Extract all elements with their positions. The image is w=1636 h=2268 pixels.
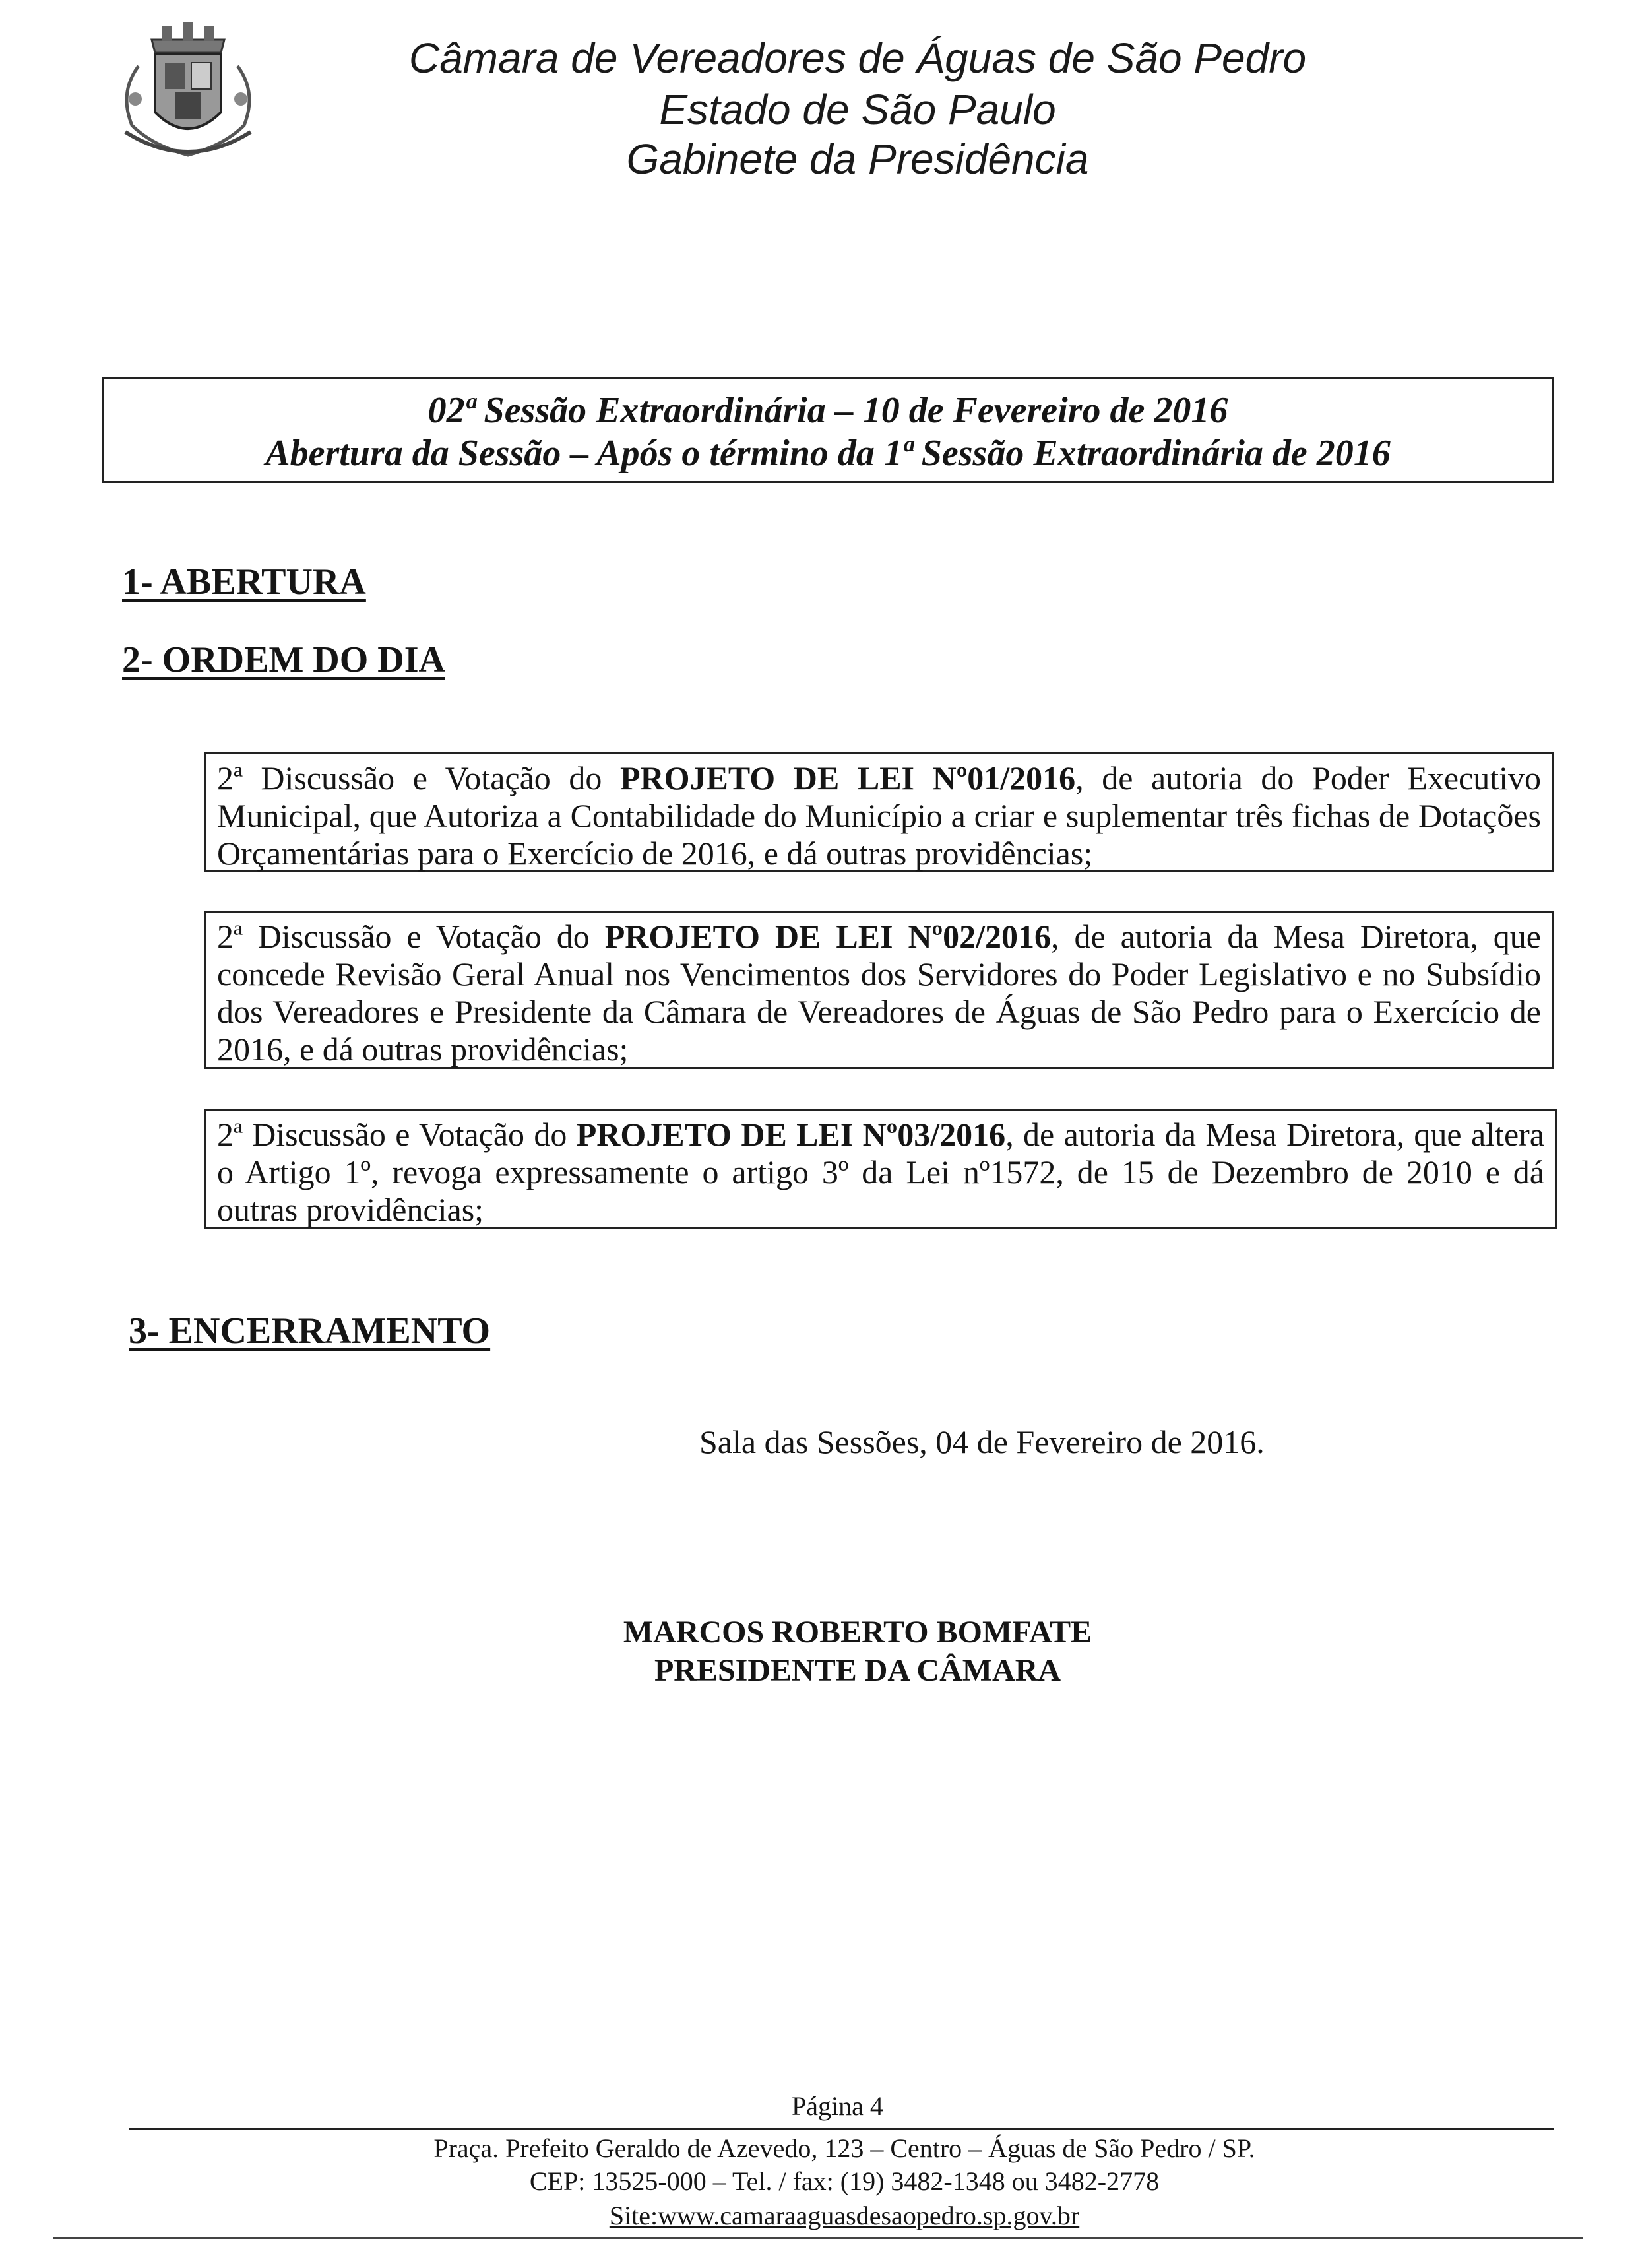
- institution-name: Câmara de Vereadores de Águas de São Pedro: [408, 34, 1307, 82]
- footer-contact: CEP: 13525-000 – Tel. / fax: (19) 3482-1348 ou 3482-2778: [529, 2166, 1160, 2196]
- agenda-item-prefix: 2ª Discussão e Votação do: [217, 1116, 577, 1153]
- agenda-item: [204, 911, 1554, 1069]
- signer-role: PRESIDENTE DA CÂMARA: [654, 1653, 1061, 1688]
- office-name: Gabinete da Presidência: [626, 135, 1089, 183]
- agenda-item: [204, 1109, 1557, 1229]
- agenda-item-text: , de autoria da Mesa Diretora, que altera o Artigo 1º, revoga expressamente o artigo 3º da Lei nº1572, de 15 de Dezembro de 2010 e dá outras providências;: [217, 1116, 1544, 1228]
- footer-divider: [129, 2128, 1554, 2130]
- section-ordem-do-dia: 2- ORDEM DO DIA: [122, 639, 445, 680]
- agenda-item-bill: PROJETO DE LEI Nº02/2016: [604, 918, 1051, 955]
- footer-site-link[interactable]: Site:www.camaraaguasdesaopedro.sp.gov.br: [609, 2201, 1080, 2230]
- agenda-item-prefix: 2ª Discussão e Votação do: [217, 760, 620, 796]
- agenda-item-bill: PROJETO DE LEI Nº01/2016: [619, 760, 1076, 796]
- section-encerramento: 3- ENCERRAMENTO: [129, 1311, 491, 1351]
- place-date: Sala das Sessões, 04 de Fevereiro de 2016.: [699, 1423, 1265, 1460]
- agenda-item: [204, 752, 1554, 872]
- section-abertura: 1- ABERTURA: [122, 562, 366, 602]
- agenda-item-bill: PROJETO DE LEI Nº03/2016: [576, 1116, 1006, 1153]
- footer-bottom-divider: [53, 2237, 1583, 2239]
- page-number: Página 4: [792, 2091, 883, 2121]
- footer-address: Praça. Prefeito Geraldo de Azevedo, 123 – Centro – Águas de São Pedro / SP.: [433, 2133, 1255, 2163]
- session-opening: Abertura da Sessão – Após o término da 1ª Sessão Extraordinária de 2016: [265, 433, 1391, 474]
- agenda-item-text: , de autoria do Poder Executivo Municipal, que Autoriza a Contabilidade do Município a criar e suplementar três fichas de Dotações Orçamentárias para o Exercício de 2016, e dá outras providências;: [217, 760, 1541, 872]
- state-name: Estado de São Paulo: [659, 86, 1056, 133]
- agenda-item-prefix: 2ª Discussão e Votação do: [217, 918, 605, 955]
- agenda-item-text: , de autoria da Mesa Diretora, que concede Revisão Geral Anual nos Vencimentos dos Servidores do Poder Legislativo e no Subsídio dos Vereadores e Presidente da Câmara de Vereadores de Águas de São Pedro para o Exercício de 2016, e dá outras providências;: [217, 918, 1541, 1068]
- coat-of-arms-icon: [112, 13, 264, 165]
- signer-name: MARCOS ROBERTO BOMFATE: [623, 1615, 1092, 1650]
- session-title: 02ª Sessão Extraordinária – 10 de Fevereiro de 2016: [427, 390, 1228, 431]
